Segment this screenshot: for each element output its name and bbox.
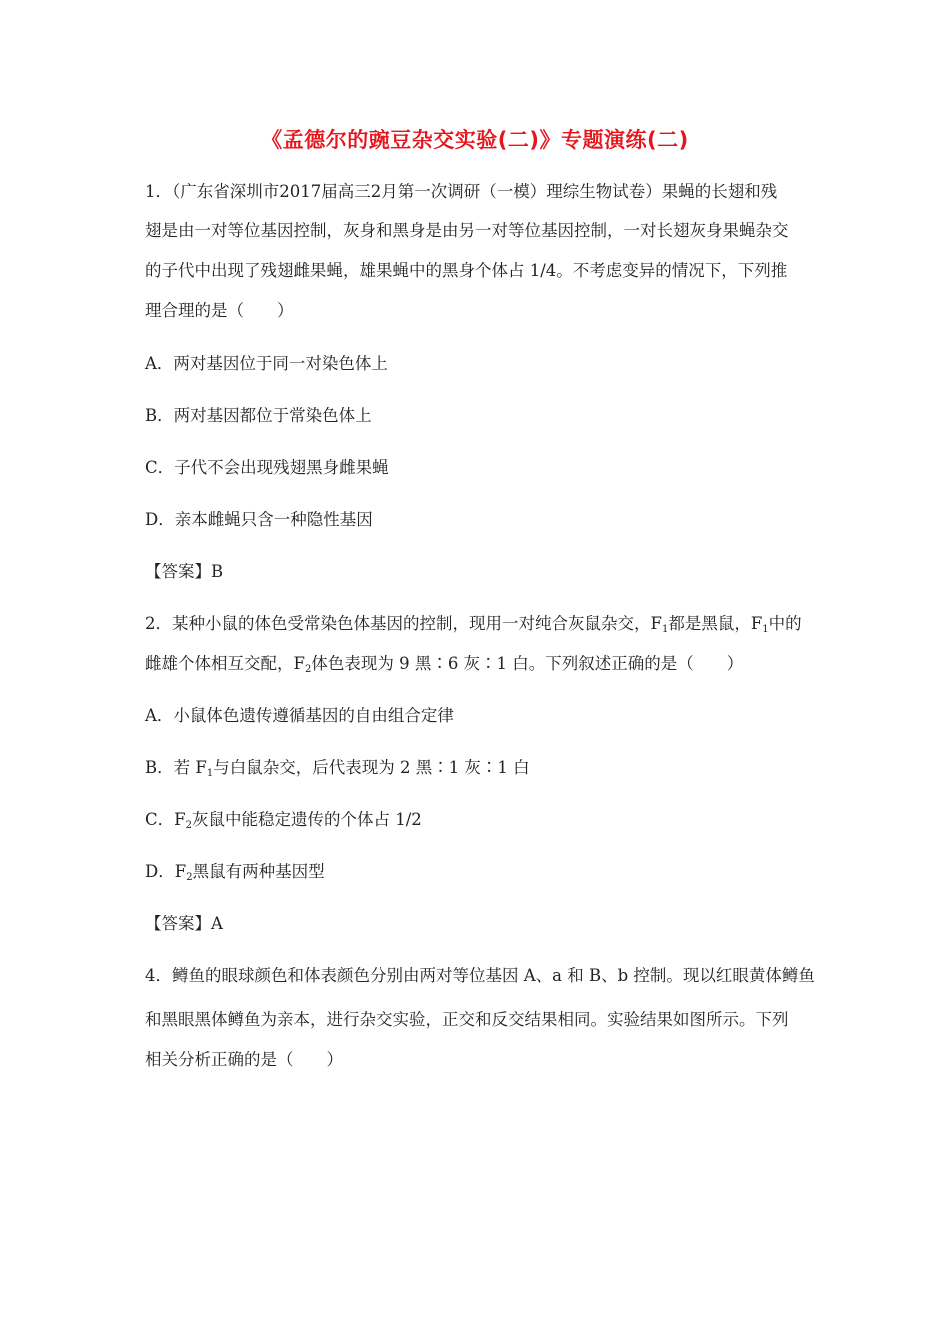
- q2-option-b: [145, 758, 810, 784]
- q2-option-text: 与白鼠杂交，后代表现为 2 黑∶1 灰∶1 白: [213, 758, 530, 777]
- q1-number: 1．: [145, 182, 172, 201]
- q2-option-text: D．F: [145, 862, 187, 881]
- q1-option-d: D．亲本雌蝇只含一种隐性基因: [145, 510, 373, 529]
- subscript: 2: [186, 872, 193, 883]
- q2-option-text: B．若 F: [145, 758, 207, 777]
- q2-option-a: A．小鼠体色遗传遵循基因的自由组合定律: [145, 706, 454, 725]
- q2-stem-text: 雌雄个体相互交配，F: [145, 654, 305, 673]
- q2-stem-line-2: [145, 654, 810, 680]
- q4-stem-line-3: 相关分析正确的是（ ）: [145, 1050, 343, 1069]
- q2-option-text: 灰鼠中能稳定遗传的个体占 1/2: [191, 810, 422, 829]
- q2-answer: 【答案】A: [145, 914, 223, 933]
- q1-stem-line-4: 理合理的是（ ）: [145, 301, 294, 320]
- q2-stem-text: 都是黑鼠，F: [668, 614, 763, 633]
- q4-number: 4．: [145, 966, 172, 985]
- q1-answer: 【答案】B: [145, 562, 224, 581]
- q4-stem-text-1: 鳟鱼的眼球颜色和体表颜色分别由两对等位基因 A、a 和 B、b 控制。现以红眼黄体鳟鱼: [172, 966, 815, 985]
- subscript: 1: [762, 624, 769, 635]
- subscript: 2: [185, 820, 192, 831]
- q1-stem-line-3: 的子代中出现了残翅雌果蝇，雄果蝇中的黑身个体占 1/4。不考虑变异的情况下，下列推: [145, 261, 788, 280]
- subscript: 1: [661, 624, 669, 635]
- q2-option-text: C．F: [145, 810, 186, 829]
- q4-stem-line-2: 和黑眼黑体鳟鱼为亲本，进行杂交实验，正交和反交结果相同。实验结果如图所示。下列: [145, 1010, 789, 1029]
- q2-option-d: [145, 862, 810, 888]
- q1-option-b: B．两对基因都位于常染色体上: [145, 406, 372, 425]
- q2-stem-line-1: [145, 614, 810, 640]
- q4-stem-line-1: [145, 966, 815, 986]
- q1-stem-text-1: （广东省深圳市2017届高三2月第一次调研（一模）理综生物试卷）果蝇的长翅和残: [172, 182, 778, 201]
- subscript: 2: [304, 664, 312, 675]
- q2-number: 2．: [145, 614, 172, 633]
- q2-stem-text: 体色表现为 9 黑∶6 灰∶1 白。下列叙述正确的是（ ）: [311, 654, 744, 673]
- q2-stem-text: 中的: [768, 614, 802, 633]
- q2-option-text: 黑鼠有两种基因型: [192, 862, 325, 881]
- q1-option-c: C．子代不会出现残翅黑身雌果蝇: [145, 458, 389, 477]
- q1-option-a: A．两对基因位于同一对染色体上: [145, 354, 388, 373]
- q1-stem-line-2: 翅是由一对等位基因控制，灰身和黑身是由另一对等位基因控制，一对长翅灰身果蝇杂交: [145, 221, 789, 240]
- document-title: 《孟德尔的豌豆杂交实验(二)》专题演练(二): [261, 128, 689, 152]
- q2-stem-text: 某种小鼠的体色受常染色体基因的控制，现用一对纯合灰鼠杂交，F: [172, 614, 662, 633]
- subscript: 1: [206, 768, 214, 779]
- q2-option-c: [145, 810, 810, 836]
- q1-stem-line-1: [145, 182, 810, 202]
